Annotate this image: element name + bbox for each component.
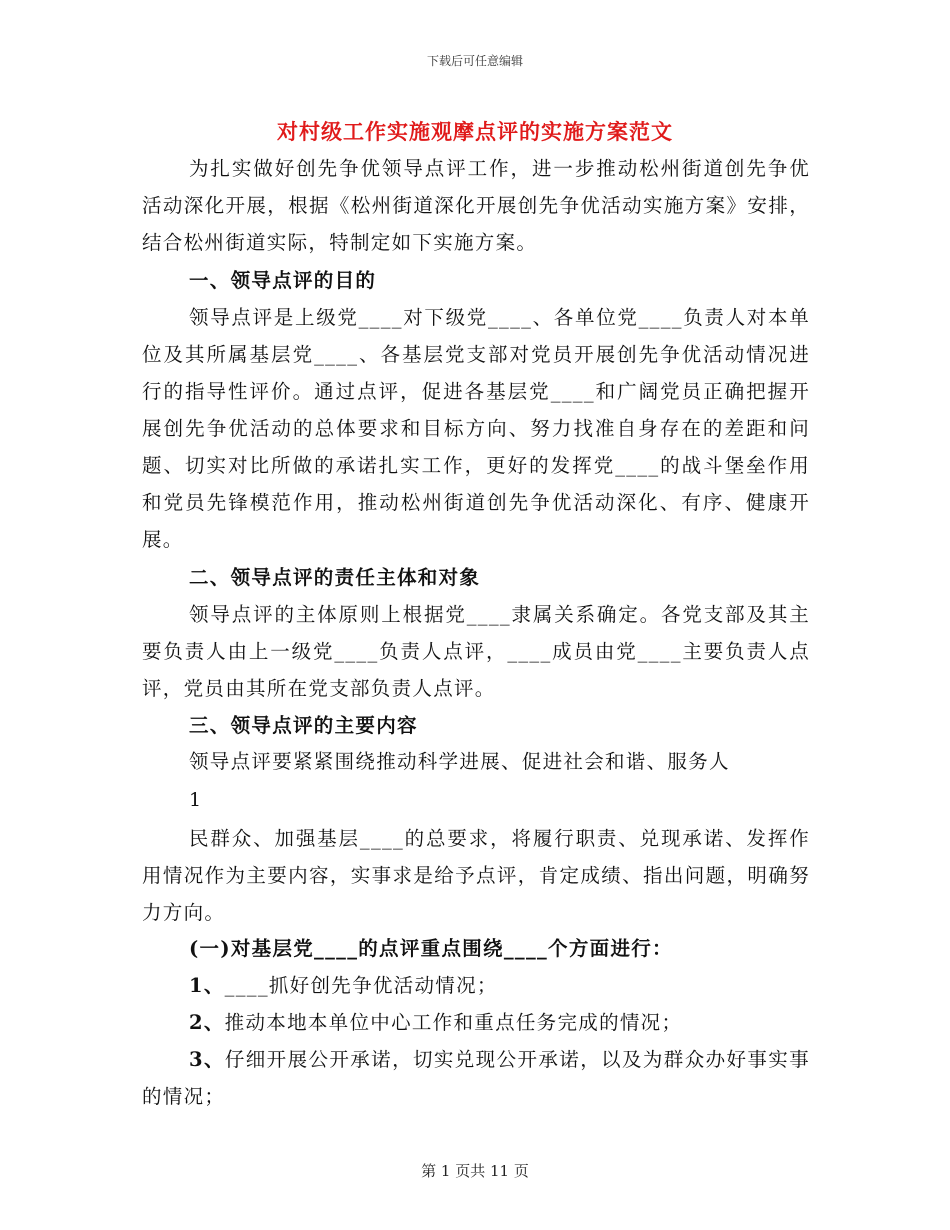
section-1-heading: 一、领导点评的目的: [189, 269, 377, 292]
section-2-heading: 二、领导点评的责任主体和对象: [189, 566, 481, 589]
item-number: 1、: [189, 974, 225, 997]
header-note: 下载后可任意编辑: [426, 54, 523, 68]
inline-page-marker: 1: [189, 789, 202, 811]
item-text: 仔细开展公开承诺，切实兑现公开承诺，以及为群众办好事实事的情况；: [142, 1048, 810, 1108]
section-3-first-line: 领导点评要紧紧围绕推动科学进展、促进社会和谐、服务人: [189, 750, 730, 773]
item-1: [142, 967, 810, 1004]
document-title: 对村级工作实施观摩点评的实施方案范文: [277, 119, 673, 144]
section-1-paragraph: 领导点评是上级党____对下级党____、各单位党____负责人对本单位及其所属基层党____、各基层党支部对党员开展创先争优活动情况进行的指导性评价。通过点评，促进各基层党____和广阔党员正确把握开展创先争优活动的总体要求和目标方向、努力找准自身存在的差距和问题、切实对比所做的承诺扎实工作，更好的发挥党____的战斗堡垒作用和党员先锋模范作用，推动松州街道创先争优活动深化、有序、健康开展。: [142, 306, 810, 551]
page-footer: 第 1 页共 11 页: [421, 1162, 529, 1180]
item-number: 2、: [189, 1011, 225, 1034]
intro-paragraph: 为扎实做好创先争优领导点评工作，进一步推动松州街道创先争优活动深化开展，根据《松州街道深化开展创先争优活动实施方案》安排，结合松州街道实际，特制定如下实施方案。: [142, 157, 810, 254]
item-3: [142, 1041, 810, 1115]
item-text: 推动本地本单位中心工作和重点任务完成的情况；: [224, 1011, 683, 1034]
item-2: [142, 1004, 810, 1041]
section-3-paragraph: 民群众、加强基层____的总要求，将履行职责、兑现承诺、发挥作用情况作为主要内容，实事求是给予点评，肯定成绩、指出问题，明确努力方向。: [142, 827, 810, 924]
section-3-heading: 三、领导点评的主要内容: [189, 714, 418, 737]
section-2-paragraph: 领导点评的主体原则上根据党____隶属关系确定。各党支部及其主要负责人由上一级党____负责人点评，____成员由党____主要负责人点评，党员由其所在党支部负责人点评。: [142, 603, 810, 700]
sub-heading-1: (一)对基层党____的点评重点围绕____个方面进行：: [189, 937, 673, 960]
item-text: ____抓好创先争优活动情况；: [224, 974, 498, 997]
item-number: 3、: [189, 1048, 225, 1071]
